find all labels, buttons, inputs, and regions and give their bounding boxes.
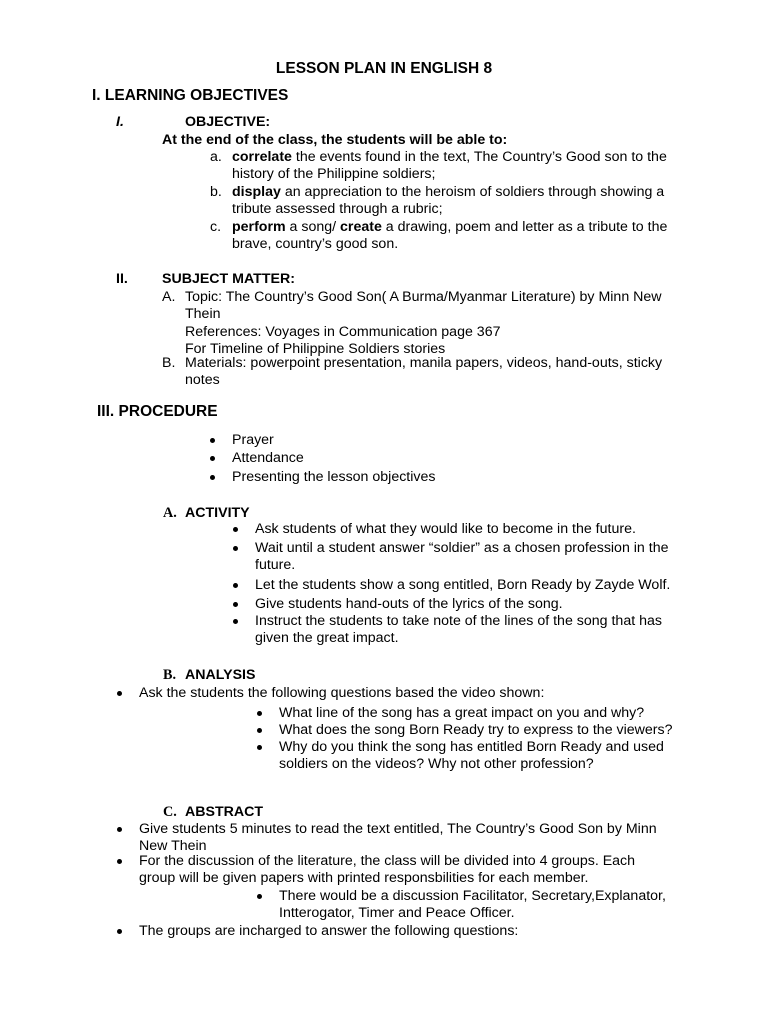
bullet-icon <box>257 711 262 716</box>
item-line: Prayer <box>232 431 274 448</box>
question-item <box>279 739 664 774</box>
item-line: The groups are incharged to answer the following questions: <box>139 922 519 939</box>
item-text: a drawing, poem and letter as a tribute to the <box>381 218 668 235</box>
subject-matter-label: SUBJECT MATTER: <box>162 270 295 287</box>
subject-matter-numeral: II. <box>116 270 128 287</box>
objective-item <box>210 218 668 254</box>
item-line: What does the song Born Ready try to express to the viewers? <box>279 721 673 738</box>
bullet-icon <box>117 691 122 696</box>
item-marker: B. <box>162 354 176 371</box>
item-line: Let the students show a song entitled, Born Ready by Zayde Wolf. <box>255 576 671 593</box>
list-item <box>255 540 669 575</box>
item-line: history of the Philippine soldiers; <box>232 166 436 182</box>
question-item <box>279 705 644 723</box>
bullet-icon <box>257 894 262 899</box>
item-line: future. <box>255 557 296 573</box>
subject-matter-item <box>162 288 662 359</box>
subsection-heading-analysis: ANALYSIS <box>185 666 256 683</box>
item-line: Why do you think the song has entitled Born Ready and used <box>279 738 664 755</box>
subject-matter-item <box>162 354 663 390</box>
bullet-icon <box>233 583 238 588</box>
item-marker: c. <box>210 218 222 235</box>
item-line: Give students hand-outs of the lyrics of the song. <box>255 595 563 612</box>
item-line: Topic: The Country’s Good Son( A Burma/Myanmar Literature) by Minn New <box>185 288 662 305</box>
item-line: soldiers on the videos? Why not other profession? <box>279 756 594 772</box>
item-line: Wait until a student answer “soldier” as a chosen profession in the <box>255 539 669 556</box>
item-line <box>232 149 667 167</box>
item-text: an appreciation to the heroism of soldiers through showing a <box>280 183 665 200</box>
item-line: group will be given papers with printed responsbilities for each member. <box>139 870 589 886</box>
item-line: tribute assessed through a rubric; <box>232 201 443 217</box>
objective-verb: create <box>340 218 382 235</box>
objective-numeral: I. <box>116 114 124 130</box>
list-item <box>255 596 563 614</box>
item-marker: b. <box>210 183 222 200</box>
item-line <box>232 184 664 202</box>
bullet-icon <box>233 546 238 551</box>
item-line: Ask the students the following questions based the video shown: <box>139 684 545 701</box>
item-text: a song/ <box>285 218 341 235</box>
bullet-icon <box>210 456 215 461</box>
item-line: given the great impact. <box>255 630 399 646</box>
list-item <box>139 923 518 941</box>
section-heading-procedure: III. PROCEDURE <box>97 403 218 420</box>
bullet-icon <box>257 745 262 750</box>
item-line: Intterogator, Timer and Peace Officer. <box>279 905 515 921</box>
item-line: References: Voyages in Communication page 367 <box>185 323 501 340</box>
objective-verb: display <box>232 183 281 200</box>
sub-list-item <box>279 888 666 923</box>
list-item <box>255 577 670 595</box>
bullet-icon <box>233 619 238 624</box>
list-item <box>255 613 662 648</box>
item-line: New Thein <box>139 838 207 854</box>
list-item <box>139 821 657 856</box>
subsection-marker: C. <box>163 803 177 820</box>
section-heading-learning-objectives: I. LEARNING OBJECTIVES <box>92 87 289 104</box>
bullet-icon <box>233 602 238 607</box>
subsection-heading-abstract: ABSTRACT <box>185 803 264 820</box>
item-line: Instruct the students to take note of the lines of the song that has <box>255 612 662 629</box>
item-line: What line of the song has a great impact on you and why? <box>279 704 645 721</box>
objective-item <box>210 148 667 184</box>
objective-verb: correlate <box>232 148 292 165</box>
objective-verb: perform <box>232 218 286 235</box>
item-line: brave, country’s good son. <box>232 236 399 252</box>
bullet-icon <box>117 859 122 864</box>
item-line: Thein <box>185 306 221 322</box>
item-line: notes <box>185 372 220 388</box>
subsection-marker: A. <box>163 504 177 521</box>
item-marker: A. <box>162 288 176 305</box>
document-title: LESSON PLAN IN ENGLISH 8 <box>275 60 493 77</box>
subsection-heading-activity: ACTIVITY <box>185 504 250 521</box>
item-marker: a. <box>210 148 222 165</box>
item-line: Presenting the lesson objectives <box>232 468 436 485</box>
bullet-icon <box>233 527 238 532</box>
item-line: Give students 5 minutes to read the text entitled, The Country’s Good Son by Minn <box>139 820 657 837</box>
objective-item <box>210 183 665 219</box>
subsection-marker: B. <box>163 666 177 683</box>
list-item <box>232 432 274 450</box>
list-item <box>255 521 636 539</box>
list-item <box>232 450 304 468</box>
bullet-icon <box>210 475 215 480</box>
item-line: For Timeline of Philippine Soldiers stories <box>185 341 446 357</box>
objectives-intro: At the end of the class, the students will be able to: <box>162 131 508 148</box>
question-item <box>279 722 673 740</box>
item-line: Attendance <box>232 449 304 466</box>
objective-label: OBJECTIVE: <box>185 114 271 130</box>
bullet-icon <box>210 438 215 443</box>
bullet-icon <box>117 929 122 934</box>
item-line: Materials: powerpoint presentation, manila papers, videos, hand-outs, sticky <box>185 354 663 371</box>
list-item <box>139 853 635 888</box>
item-line: There would be a discussion Facilitator, Secretary,Explanator, <box>279 887 666 904</box>
item-line: For the discussion of the literature, the class will be divided into 4 groups. Each <box>139 852 636 869</box>
list-item <box>232 469 435 487</box>
bullet-icon <box>257 728 262 733</box>
item-line: Ask students of what they would like to become in the future. <box>255 520 636 537</box>
item-text: the events found in the text, The Country’s Good son to the <box>291 148 667 165</box>
list-item <box>139 685 544 703</box>
bullet-icon <box>117 827 122 832</box>
item-line <box>232 219 667 237</box>
